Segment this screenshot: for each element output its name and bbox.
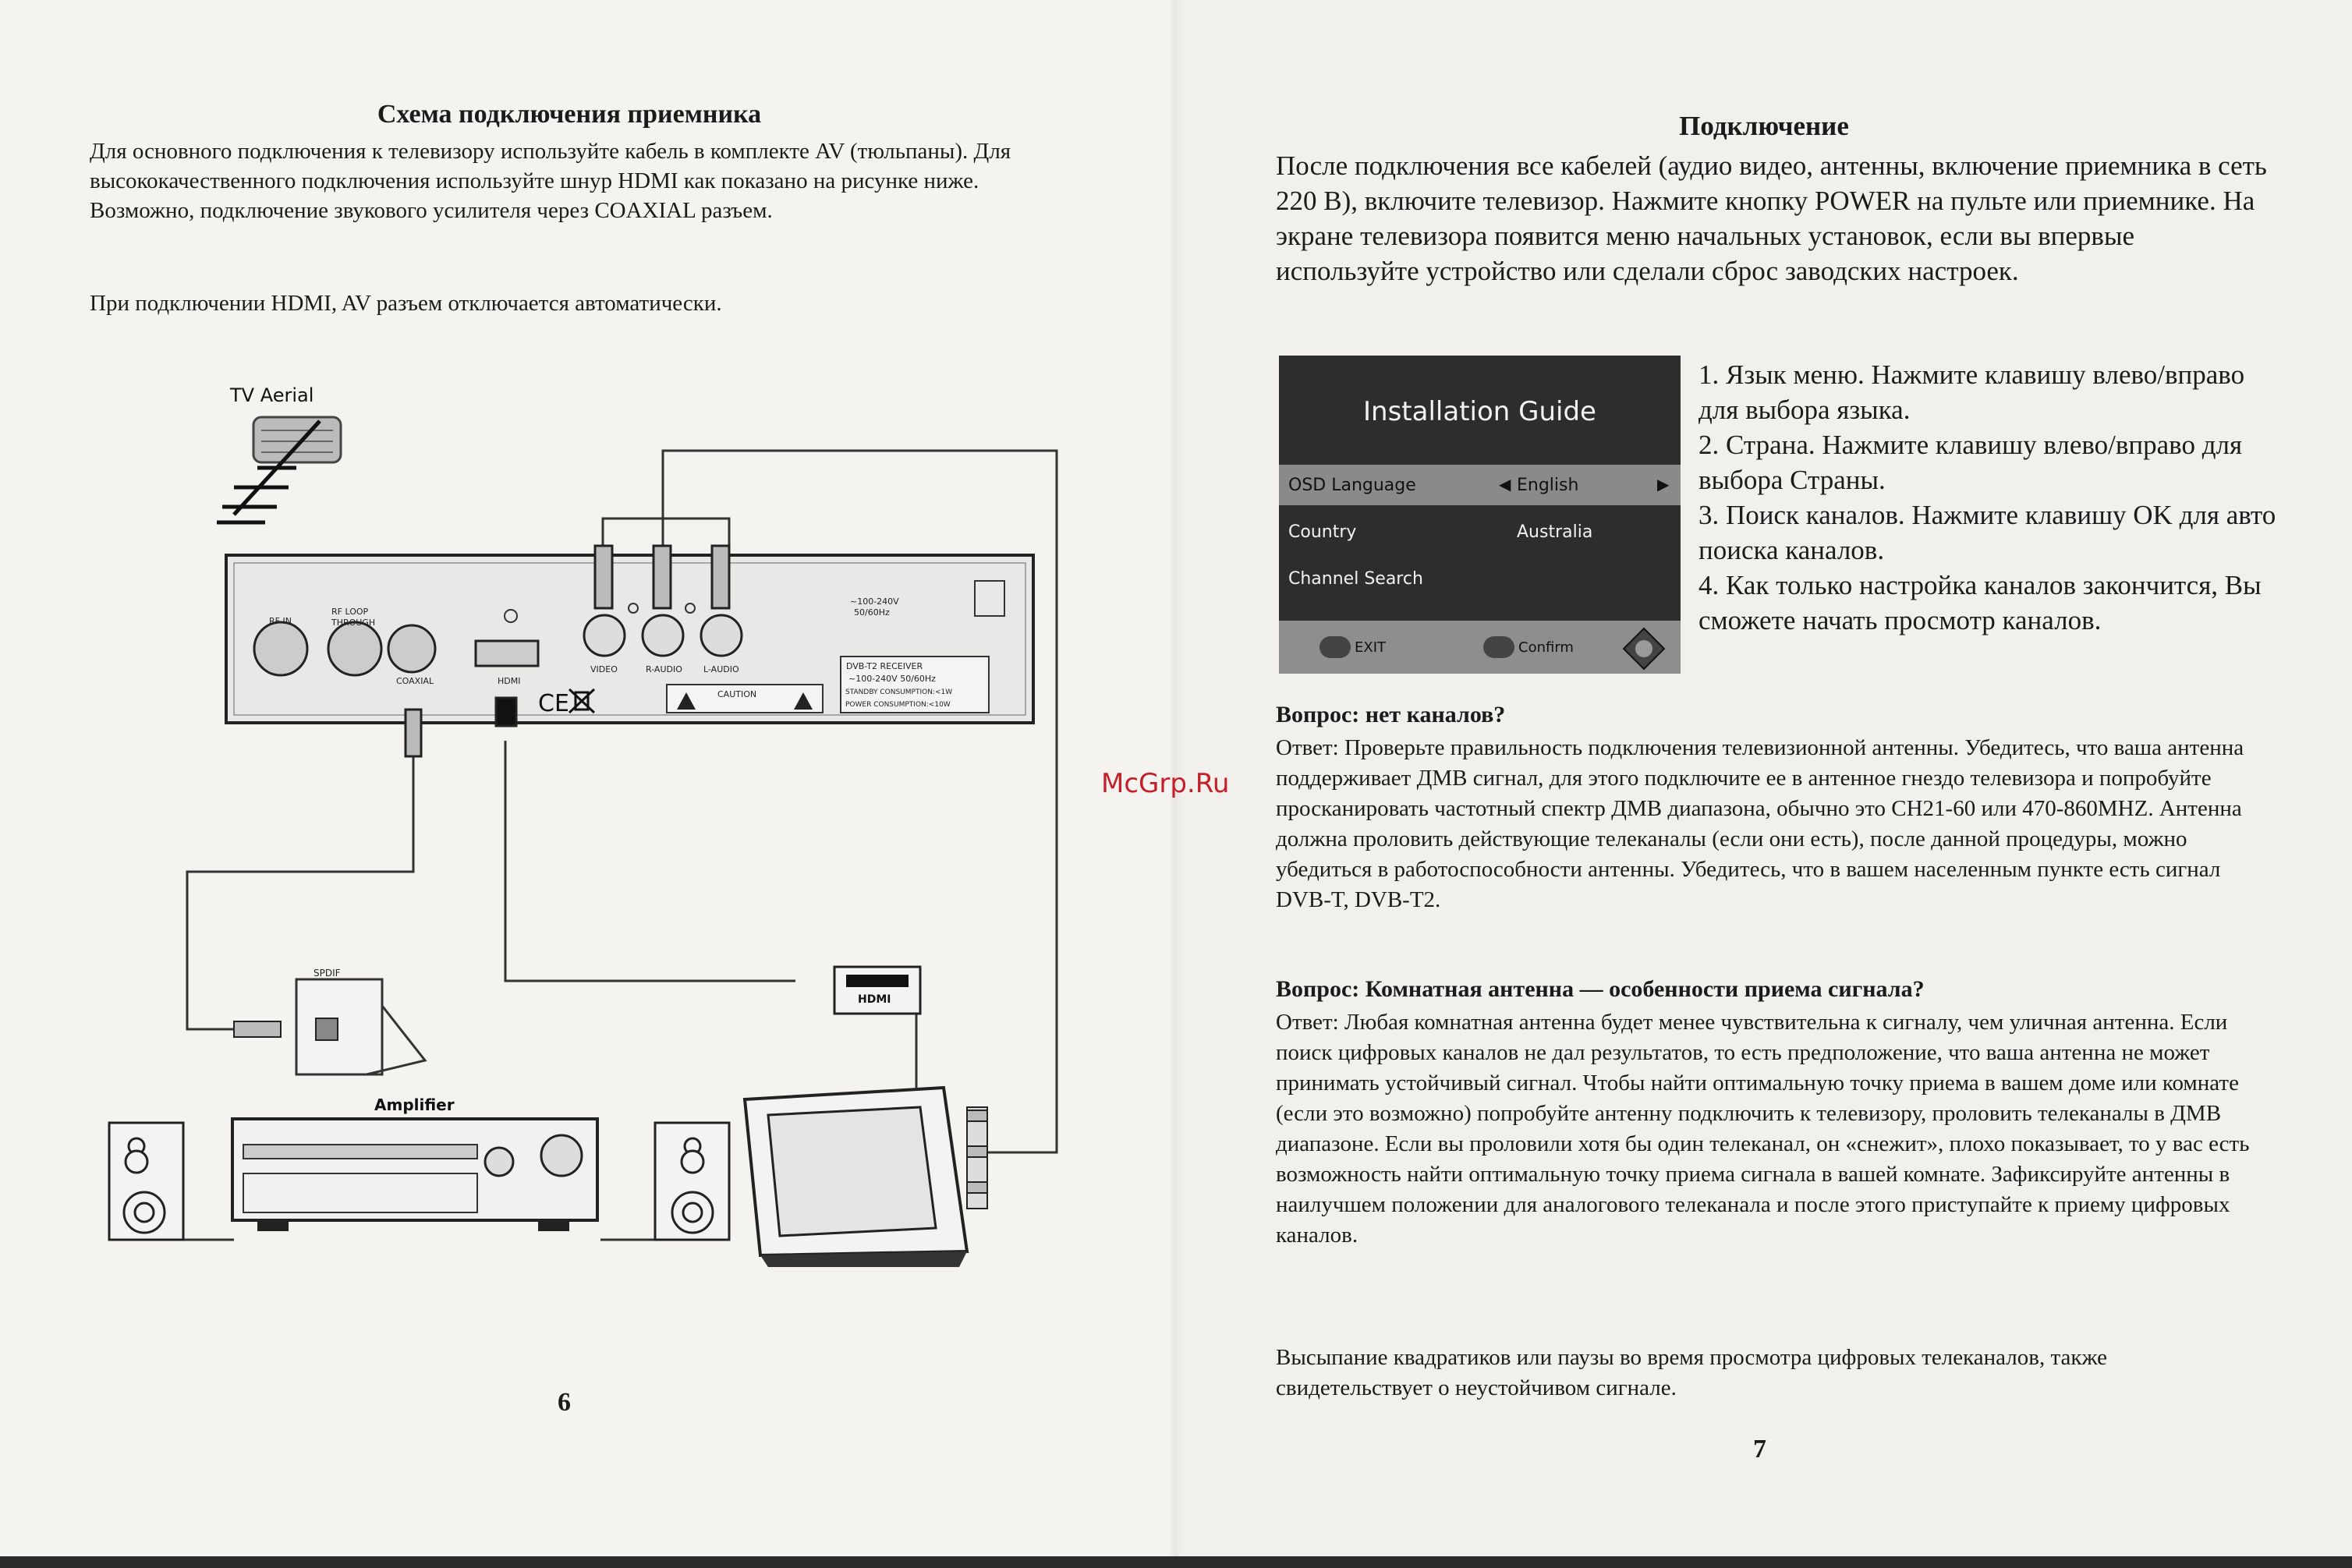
watermark: McGrp.Ru: [1101, 768, 1230, 799]
svg-text:STANDBY CONSUMPTION:<1W: STANDBY CONSUMPTION:<1W: [845, 688, 953, 696]
coaxial-plug: [406, 710, 421, 756]
osd-row-label: Country: [1288, 522, 1357, 542]
tv-aerial-label: TV Aerial: [230, 384, 314, 406]
osd-title: Installation Guide: [1363, 396, 1596, 427]
rf-loop-port: [328, 622, 381, 675]
svg-text:L-AUDIO: L-AUDIO: [703, 664, 739, 674]
video-port: [584, 615, 625, 656]
hdmi-note: При подключении HDMI, AV разъем отключается автоматически.: [90, 291, 722, 316]
osd-legend-bar: [1279, 621, 1681, 674]
page-number-left: 6: [558, 1388, 571, 1417]
r-audio-port: [643, 615, 683, 656]
setup-step: 1. Язык меню. Нажмите клавишу влево/вправо для выбора языка.: [1698, 359, 2245, 425]
tv-icon: [745, 967, 987, 1267]
svg-text:RF IN: RF IN: [269, 616, 292, 626]
tv-hdmi-label: HDMI: [858, 993, 891, 1006]
hdmi-port: [476, 641, 538, 666]
svg-text:DVB-T2 RECEIVER: DVB-T2 RECEIVER: [846, 661, 923, 671]
setup-steps-list: [1698, 357, 2291, 638]
question-indoor-antenna: Вопрос: Комнатная антенна — особенности приема сигнала?: [1276, 976, 1925, 1002]
svg-text:POWER CONSUMPTION:<10W: POWER CONSUMPTION:<10W: [845, 701, 951, 709]
osd-row-value: English: [1517, 476, 1579, 495]
receiver-back-panel: [226, 555, 1033, 723]
exit-button-icon: [1319, 636, 1351, 658]
setup-step: 3. Поиск каналов. Нажмите клавишу OK для авто поиска каналов.: [1698, 500, 2276, 565]
right-page-title: Подключение: [1679, 111, 1849, 141]
confirm-legend: Confirm: [1518, 639, 1574, 656]
amplifier-icon: [232, 1119, 597, 1231]
svg-text:THROUGH: THROUGH: [331, 618, 376, 628]
svg-text:COAXIAL: COAXIAL: [396, 676, 434, 686]
hdmi-plug: [496, 698, 516, 726]
amplifier-label: Amplifier: [374, 1095, 455, 1114]
svg-text:HDMI: HDMI: [498, 676, 521, 686]
unstable-signal-note: Высыпание квадратиков или паузы во время просмотра цифровых телеканалов, также свидетельствует о неустойчивом сигнале.: [1276, 1345, 2107, 1400]
left-intro-paragraph: Для основного подключения к телевизору используйте кабель в комплекте AV (тюльпаны). Для высококачественного подключения используйте шнур HDMI как показано на рисунке ниже. Возможно, подключение звукового усилителя через COAXIAL разъем.: [90, 139, 1011, 223]
ce-mark: CE: [538, 690, 569, 717]
connection-diagram: [0, 0, 1176, 1326]
scan-bottom-edge: [0, 1556, 2352, 1568]
spdif-label: SPDIF: [313, 968, 341, 979]
svg-text:RF LOOP: RF LOOP: [331, 607, 369, 617]
svg-text:R-AUDIO: R-AUDIO: [646, 664, 682, 674]
svg-text:VIDEO: VIDEO: [590, 664, 618, 674]
osd-row-country: [1279, 511, 1681, 552]
setup-step: 4. Как только настройка каналов закончится, Вы сможете начать просмотр каналов.: [1698, 570, 2262, 635]
exit-legend: EXIT: [1355, 639, 1387, 656]
audio-cable: [603, 519, 729, 546]
left-page-title: Схема подключения приемника: [377, 100, 762, 129]
installation-guide-screen: [1279, 356, 1681, 674]
rf-in-port: [254, 622, 307, 675]
answer-no-channels: Ответ: Проверьте правильность подключения телевизионной антенны. Убедитесь, что ваша антенна поддерживает ДМВ сигнал, для этого подключите ее в антенное гнездо телевизора и попробуйте просканировать частотный спектр ДМВ диапазона, обычно это CH21-60 или 470-860MHZ. Антенна должна проловить действующие телеканалы (если они есть), после данной процедуры, можно убедиться в работоспособности антенны. Убедитесь, что в вашем населенным пункте есть сигнал DVB-T, DVB-T2.: [1276, 735, 2244, 912]
tv-aerial-icon: [217, 417, 341, 522]
coaxial-port: [388, 625, 435, 672]
osd-row-label: OSD Language: [1288, 476, 1416, 495]
dpad-icon: [1622, 627, 1666, 671]
arrow-left-icon: ◀: [1499, 475, 1511, 494]
page-number-right: 7: [1753, 1435, 1766, 1464]
speaker-left-icon: [109, 1123, 183, 1240]
answer-indoor-antenna: Ответ: Любая комнатная антенна будет менее чувствительна к сигналу, чем уличная антенна. Если поиск цифровых каналов не дал результатов, то есть предположение, что ваша антенна не может принимать устойчивый сигнал. Чтобы найти оптимальную точку приема в вашем доме или комнате (если это возможно) попробуйте антенну подключить к телевизору, проловить телеканалы в ДМВ диапазоне. Если вы проловили хотя бы один телеканал, он «снежит», плохо показывает, то у вас есть возможность найти оптимальную точку приема сигнала в вашей комнате. Зафиксируйте антенны в наилучшем положении для аналогового телеканала и после этого приступайте к приему цифровых каналов.: [1276, 1010, 2250, 1248]
arrow-right-icon: ▶: [1657, 475, 1670, 494]
right-intro-paragraph: После подключения все кабелей (аудио видео, антенны, включение приемника в сеть 220 В), включите телевизор. Нажмите кнопку POWER на пульте или приемнике. На экране телевизора появится меню начальных установок, если вы впервые используйте устройство или сделали сброс заводских настроек.: [1276, 150, 2267, 286]
l-audio-port: [701, 615, 742, 656]
svg-text:~100-240V: ~100-240V: [850, 596, 899, 607]
osd-row-channel-search: [1279, 558, 1681, 599]
svg-text:~100-240V 50/60Hz: ~100-240V 50/60Hz: [848, 674, 936, 684]
speaker-right-icon: [655, 1123, 729, 1240]
osd-row-language: [1279, 465, 1681, 505]
question-no-channels: Вопрос: нет каналов?: [1276, 702, 1506, 727]
confirm-button-icon: [1483, 636, 1514, 658]
svg-text:CAUTION: CAUTION: [717, 689, 757, 699]
spdif-callout: [234, 979, 425, 1074]
setup-step: 2. Страна. Нажмите клавишу влево/вправо для выбора Страны.: [1698, 430, 2243, 495]
hdmi-cable: [505, 741, 795, 981]
svg-text:50/60Hz: 50/60Hz: [854, 607, 890, 618]
osd-row-value: Australia: [1517, 522, 1593, 542]
osd-row-label: Channel Search: [1288, 569, 1423, 589]
